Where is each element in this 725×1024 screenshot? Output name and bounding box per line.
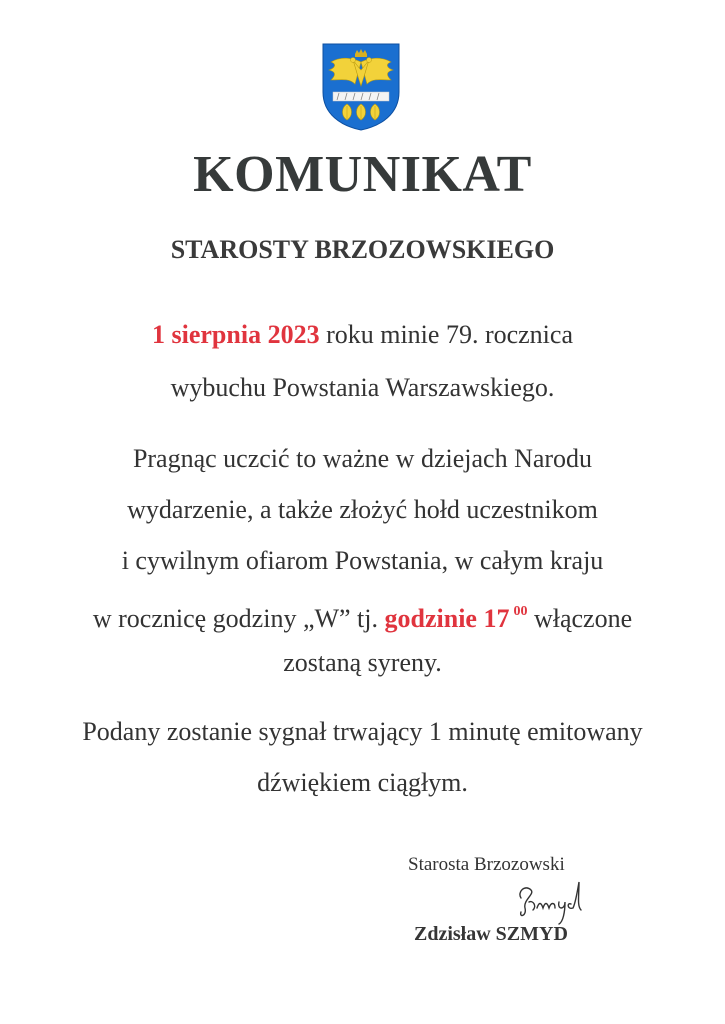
paragraph-2-line-1: Pragnąc uczcić to ważne w dziejach Narodu (132, 444, 593, 473)
paragraph-2-line-4-start: w rocznicę godziny „W” tj. (92, 604, 385, 633)
paragraph-2-line-4 (0, 594, 725, 637)
paragraph-2-line-4-end: włączone (527, 604, 633, 633)
paragraph-2-line-5: zostaną syreny. (283, 648, 442, 677)
document-subtitle: STAROSTY BRZOZOWSKIEGO (170, 235, 555, 264)
document-title: KOMUNIKAT (193, 146, 532, 203)
paragraph-3-line-2: dźwiękiem ciągłym. (257, 768, 468, 797)
time-minutes-superscript: 00 (513, 604, 528, 619)
coat-of-arms-icon (319, 40, 403, 132)
paragraph-2-line-3: i cywilnym ofiarom Powstania, w całym kraju (121, 546, 604, 575)
paragraph-1-line-1-text: roku minie 79. rocznica (319, 320, 573, 349)
paragraph-1-line-1 (0, 317, 725, 353)
signatory-role: Starosta Brzozowski (408, 854, 565, 875)
paragraph-3-line-1: Podany zostanie sygnał trwający 1 minutę emitowany (82, 717, 643, 746)
time-highlight: godzinie 17 (384, 604, 510, 633)
handwritten-signature-icon (515, 868, 605, 928)
signatory-name: Zdzisław SZMYD (414, 923, 568, 945)
paragraph-2-line-2: wydarzenie, a także złożyć hołd uczestnikom (127, 495, 598, 524)
paragraph-1-line-2: wybuchu Powstania Warszawskiego. (170, 373, 555, 402)
date-highlight: 1 sierpnia 2023 (152, 320, 320, 349)
